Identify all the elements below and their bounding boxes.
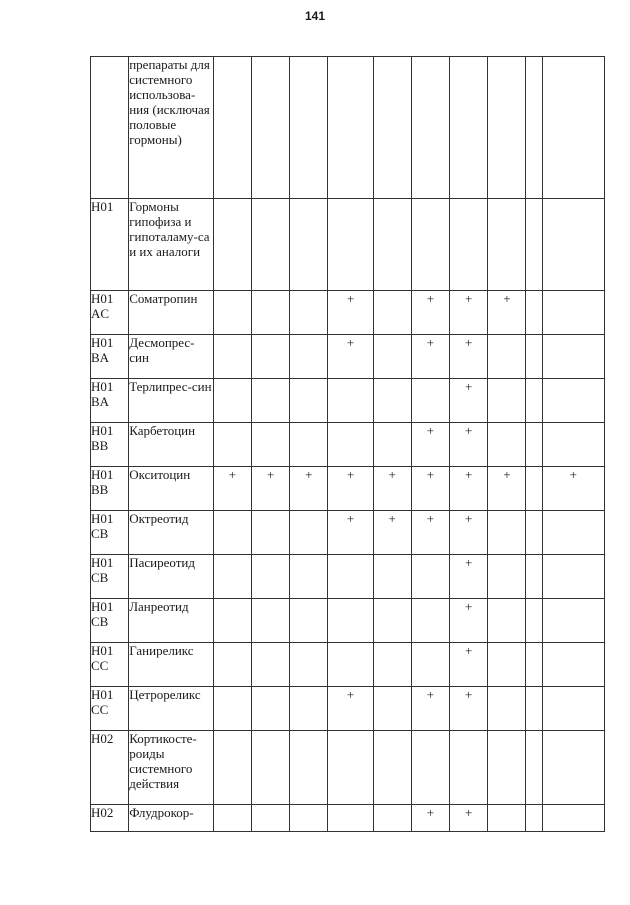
atc-code-cell: H01 BB [91, 467, 129, 511]
mark-cell [488, 379, 526, 423]
mark-cell [373, 555, 411, 599]
table-row [91, 805, 605, 832]
page-number: 141 [304, 9, 326, 23]
mark-cell: + [328, 335, 373, 379]
mark-cell [411, 379, 449, 423]
mark-cell [411, 643, 449, 687]
mark-cell [290, 687, 328, 731]
mark-cell [542, 379, 604, 423]
mark-cell [213, 555, 251, 599]
mark-cell [526, 199, 542, 291]
mark-cell [290, 599, 328, 643]
mark-cell [526, 291, 542, 335]
mark-cell [290, 555, 328, 599]
mark-cell [213, 199, 251, 291]
mark-cell [488, 423, 526, 467]
mark-cell [251, 57, 289, 199]
table-row [91, 199, 605, 291]
mark-cell: + [251, 467, 289, 511]
mark-cell [450, 57, 488, 199]
atc-code-cell: H01 CB [91, 511, 129, 555]
table-row [91, 687, 605, 731]
mark-cell [488, 731, 526, 805]
mark-cell: + [488, 291, 526, 335]
mark-cell [251, 379, 289, 423]
atc-code-cell: H01 BA [91, 379, 129, 423]
mark-cell [373, 57, 411, 199]
mark-cell [213, 643, 251, 687]
mark-cell [411, 599, 449, 643]
atc-code-cell: H01 CC [91, 643, 129, 687]
mark-cell: + [373, 467, 411, 511]
table-row [91, 511, 605, 555]
mark-cell [290, 335, 328, 379]
mark-cell [213, 731, 251, 805]
mark-cell [328, 199, 373, 291]
table-row [91, 423, 605, 467]
mark-cell [411, 199, 449, 291]
drug-name-cell: Гормоны гипофиза и гипоталаму-са и их аналоги [129, 199, 213, 291]
mark-cell [542, 335, 604, 379]
atc-code-cell: H01 [91, 199, 129, 291]
mark-cell [542, 57, 604, 199]
mark-cell [488, 555, 526, 599]
mark-cell: + [542, 467, 604, 511]
mark-cell [328, 599, 373, 643]
mark-cell [526, 57, 542, 199]
mark-cell: + [328, 291, 373, 335]
mark-cell [251, 511, 289, 555]
mark-cell [213, 291, 251, 335]
table-row [91, 731, 605, 805]
mark-cell [526, 731, 542, 805]
mark-cell [328, 57, 373, 199]
mark-cell [290, 731, 328, 805]
mark-cell: + [450, 511, 488, 555]
mark-cell [290, 291, 328, 335]
drug-table [90, 56, 605, 832]
mark-cell [488, 57, 526, 199]
mark-cell: + [411, 291, 449, 335]
mark-cell: + [411, 805, 449, 832]
atc-code-cell: H01 AC [91, 291, 129, 335]
drug-name-cell: Флудрокор- [129, 805, 213, 832]
mark-cell: + [328, 687, 373, 731]
mark-cell [450, 731, 488, 805]
mark-cell [251, 805, 289, 832]
atc-code-cell: H01 BA [91, 335, 129, 379]
mark-cell [411, 731, 449, 805]
mark-cell [542, 643, 604, 687]
mark-cell [542, 805, 604, 832]
table-row [91, 335, 605, 379]
mark-cell: + [411, 467, 449, 511]
mark-cell: + [450, 291, 488, 335]
mark-cell [213, 599, 251, 643]
mark-cell [213, 335, 251, 379]
mark-cell [542, 199, 604, 291]
mark-cell [290, 643, 328, 687]
mark-cell [373, 805, 411, 832]
mark-cell: + [373, 511, 411, 555]
drug-name-cell: Окситоцин [129, 467, 213, 511]
mark-cell [488, 805, 526, 832]
mark-cell [542, 555, 604, 599]
drug-name-cell: Терлипрес-син [129, 379, 213, 423]
mark-cell [542, 687, 604, 731]
mark-cell: + [488, 467, 526, 511]
drug-name-cell: Ланреотид [129, 599, 213, 643]
mark-cell [213, 379, 251, 423]
mark-cell: + [450, 643, 488, 687]
table-row [91, 555, 605, 599]
mark-cell [373, 291, 411, 335]
drug-name-cell: Карбетоцин [129, 423, 213, 467]
mark-cell: + [328, 511, 373, 555]
drug-name-cell: Десмопрес-син [129, 335, 213, 379]
mark-cell [290, 423, 328, 467]
drug-name-cell: Пасиреотид [129, 555, 213, 599]
table-row [91, 57, 605, 199]
table-row [91, 379, 605, 423]
mark-cell [251, 199, 289, 291]
mark-cell [328, 423, 373, 467]
mark-cell: + [450, 805, 488, 832]
mark-cell [328, 731, 373, 805]
mark-cell [290, 199, 328, 291]
mark-cell [542, 511, 604, 555]
mark-cell [526, 599, 542, 643]
mark-cell [373, 423, 411, 467]
mark-cell: + [450, 423, 488, 467]
atc-code-cell: H01 CC [91, 687, 129, 731]
drug-name-cell: Цетрореликс [129, 687, 213, 731]
mark-cell: + [450, 379, 488, 423]
mark-cell [251, 599, 289, 643]
atc-code-cell: H01 CB [91, 599, 129, 643]
mark-cell [373, 687, 411, 731]
mark-cell: + [411, 687, 449, 731]
mark-cell [450, 199, 488, 291]
mark-cell [526, 379, 542, 423]
table-row [91, 643, 605, 687]
mark-cell [526, 687, 542, 731]
atc-code-cell: H01 CB [91, 555, 129, 599]
mark-cell [251, 423, 289, 467]
mark-cell [526, 805, 542, 832]
mark-cell [251, 335, 289, 379]
mark-cell [526, 467, 542, 511]
mark-cell [251, 555, 289, 599]
mark-cell [526, 555, 542, 599]
mark-cell [373, 199, 411, 291]
mark-cell [411, 57, 449, 199]
mark-cell [488, 599, 526, 643]
drug-name-cell: Соматропин [129, 291, 213, 335]
atc-code-cell [91, 57, 129, 199]
mark-cell: + [290, 467, 328, 511]
table-row [91, 599, 605, 643]
mark-cell: + [213, 467, 251, 511]
mark-cell: + [450, 555, 488, 599]
atc-code-cell: H01 BB [91, 423, 129, 467]
mark-cell [542, 423, 604, 467]
mark-cell [290, 57, 328, 199]
mark-cell [411, 555, 449, 599]
mark-cell [373, 599, 411, 643]
mark-cell [328, 555, 373, 599]
mark-cell [373, 643, 411, 687]
mark-cell [488, 643, 526, 687]
mark-cell [213, 805, 251, 832]
mark-cell [328, 805, 373, 832]
mark-cell [290, 379, 328, 423]
mark-cell: + [450, 467, 488, 511]
table-row [91, 291, 605, 335]
mark-cell: + [411, 423, 449, 467]
mark-cell: + [328, 467, 373, 511]
mark-cell [328, 379, 373, 423]
mark-cell [542, 731, 604, 805]
drug-name-cell: Ганиреликс [129, 643, 213, 687]
mark-cell [213, 423, 251, 467]
mark-cell [526, 511, 542, 555]
mark-cell [290, 511, 328, 555]
mark-cell [251, 687, 289, 731]
mark-cell [373, 731, 411, 805]
drug-name-cell: препараты для системного использова-ния (исключая половые гормоны) [129, 57, 213, 199]
mark-cell [213, 511, 251, 555]
mark-cell [542, 599, 604, 643]
mark-cell: + [450, 599, 488, 643]
drug-name-cell: Октреотид [129, 511, 213, 555]
atc-code-cell: H02 [91, 731, 129, 805]
mark-cell [488, 687, 526, 731]
mark-cell [373, 335, 411, 379]
mark-cell [251, 731, 289, 805]
mark-cell [213, 687, 251, 731]
mark-cell: + [450, 687, 488, 731]
mark-cell [290, 805, 328, 832]
mark-cell [526, 643, 542, 687]
atc-code-cell: H02 [91, 805, 129, 832]
mark-cell [213, 57, 251, 199]
mark-cell [542, 291, 604, 335]
mark-cell: + [411, 511, 449, 555]
mark-cell: + [411, 335, 449, 379]
table-row [91, 467, 605, 511]
mark-cell [373, 379, 411, 423]
mark-cell [488, 511, 526, 555]
mark-cell: + [450, 335, 488, 379]
mark-cell [251, 643, 289, 687]
mark-cell [488, 199, 526, 291]
mark-cell [328, 643, 373, 687]
mark-cell [251, 291, 289, 335]
mark-cell [526, 335, 542, 379]
drug-name-cell: Кортикосте-роиды системного действия [129, 731, 213, 805]
mark-cell [488, 335, 526, 379]
mark-cell [526, 423, 542, 467]
